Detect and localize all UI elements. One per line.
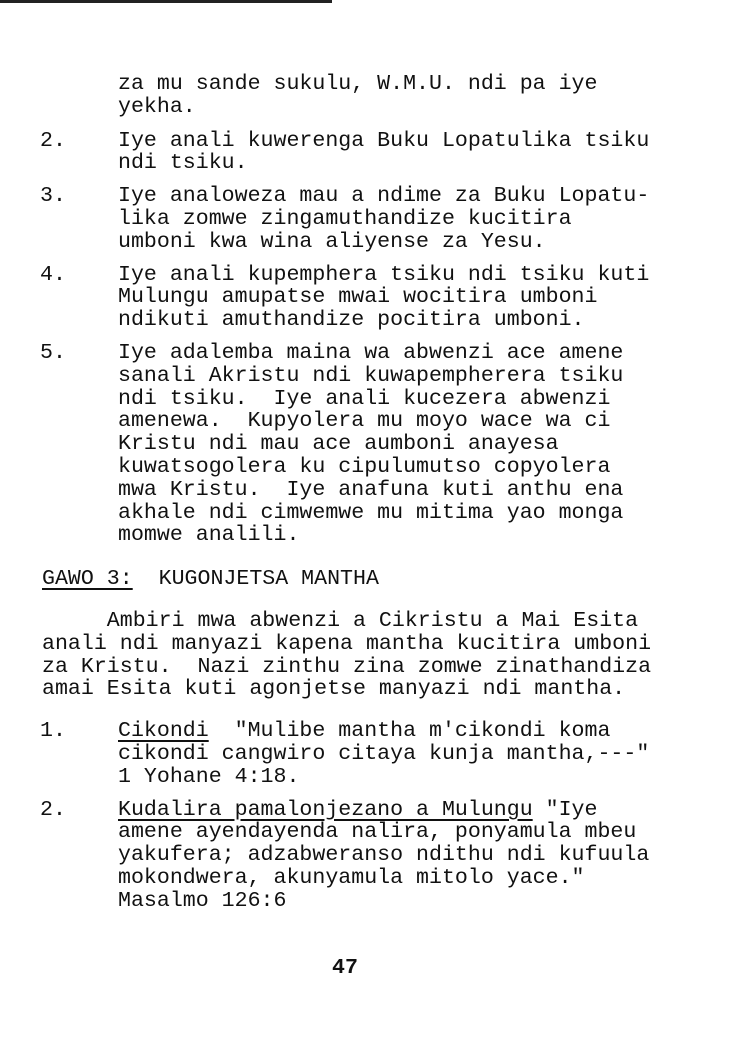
text-line: amai Esita kuti agonjetse manyazi ndi mantha.	[42, 677, 626, 702]
text-line: amenewa. Kupyolera mu moyo wace wa ci	[118, 409, 611, 434]
item-heading: Cikondi	[118, 719, 209, 744]
text-line: ndikuti amuthandize pocitira umboni.	[118, 308, 585, 333]
text-line: ndi tsiku.	[118, 151, 248, 176]
list-item	[0, 264, 749, 332]
text-line: sanali Akristu ndi kuwapempherera tsiku	[118, 363, 624, 388]
item-number: 3.	[40, 184, 66, 209]
item-number: 4.	[40, 262, 66, 287]
list-item	[0, 720, 749, 788]
text-line: umboni kwa wina aliyense za Yesu.	[118, 229, 546, 254]
section-heading	[0, 568, 749, 591]
text-line: za Kristu. Nazi zinthu zina zomwe zinathandiza	[42, 654, 652, 679]
text-line: Masalmo 126:6	[118, 888, 287, 913]
text-line: mokondwera, akunyamula mitolo yace."	[118, 865, 585, 890]
section-label: GAWO 3:	[42, 567, 133, 592]
section-title: KUGONJETSA MANTHA	[132, 567, 379, 592]
intro-paragraph	[0, 610, 749, 701]
item-heading: Kudalira pamalonjezano a Mulungu	[118, 797, 533, 822]
text-line: Iye analoweza mau a ndime za Buku Lopatu-	[118, 184, 650, 209]
text-line: cikondi cangwiro citaya kunja mantha,---"	[118, 741, 650, 766]
item-number: 1.	[40, 719, 66, 744]
text-line: Iye anali kupemphera tsiku ndi tsiku kuti	[118, 262, 650, 287]
page-body	[0, 73, 749, 913]
text-line: 1 Yohane 4:18.	[118, 764, 300, 789]
continuation-text	[0, 73, 749, 119]
text-line: "Mulibe mantha m'cikondi koma	[208, 719, 611, 744]
item-number: 2.	[40, 128, 66, 153]
text-line: momwe analili.	[118, 523, 300, 548]
text-line: yakufera; adzabweranso ndithu ndi kufuula	[118, 843, 650, 868]
page-number: 47	[332, 956, 358, 980]
text-line: amene ayendayenda nalira, ponyamula mbeu	[118, 820, 637, 845]
top-rule	[0, 0, 332, 3]
text-line: mwa Kristu. Iye anafuna kuti anthu ena	[118, 477, 624, 502]
text-line: Mulungu amupatse mwai wocitira umboni	[118, 285, 598, 310]
text-line: Iye anali kuwerenga Buku Lopatulika tsiku	[118, 128, 650, 153]
text-line: ndi tsiku. Iye anali kucezera abwenzi	[118, 386, 611, 411]
text-line: kuwatsogolera ku cipulumutso copyolera	[118, 454, 611, 479]
item-number: 2.	[40, 797, 66, 822]
text-line: za mu sande sukulu, W.M.U. ndi pa iye	[118, 72, 598, 96]
list-item	[0, 130, 749, 176]
text-line: lika zomwe zingamuthandize kucitira	[118, 206, 572, 231]
text-line: yekha.	[118, 94, 196, 119]
list-item	[0, 185, 749, 253]
text-line: Iye adalemba maina wa abwenzi ace amene	[118, 340, 624, 365]
item-number: 5.	[40, 340, 66, 365]
list-item	[0, 342, 749, 547]
list-item	[0, 799, 749, 913]
text-line: akhale ndi cimwemwe mu mitima yao monga	[118, 500, 624, 525]
text-line: Ambiri mwa abwenzi a Cikristu a Mai Esita	[42, 608, 639, 633]
text-line: Kristu ndi mau ace aumboni anayesa	[118, 432, 559, 457]
text-line: "Iye	[532, 797, 598, 822]
text-line: anali ndi manyazi kapena mantha kucitira umboni	[42, 631, 652, 656]
